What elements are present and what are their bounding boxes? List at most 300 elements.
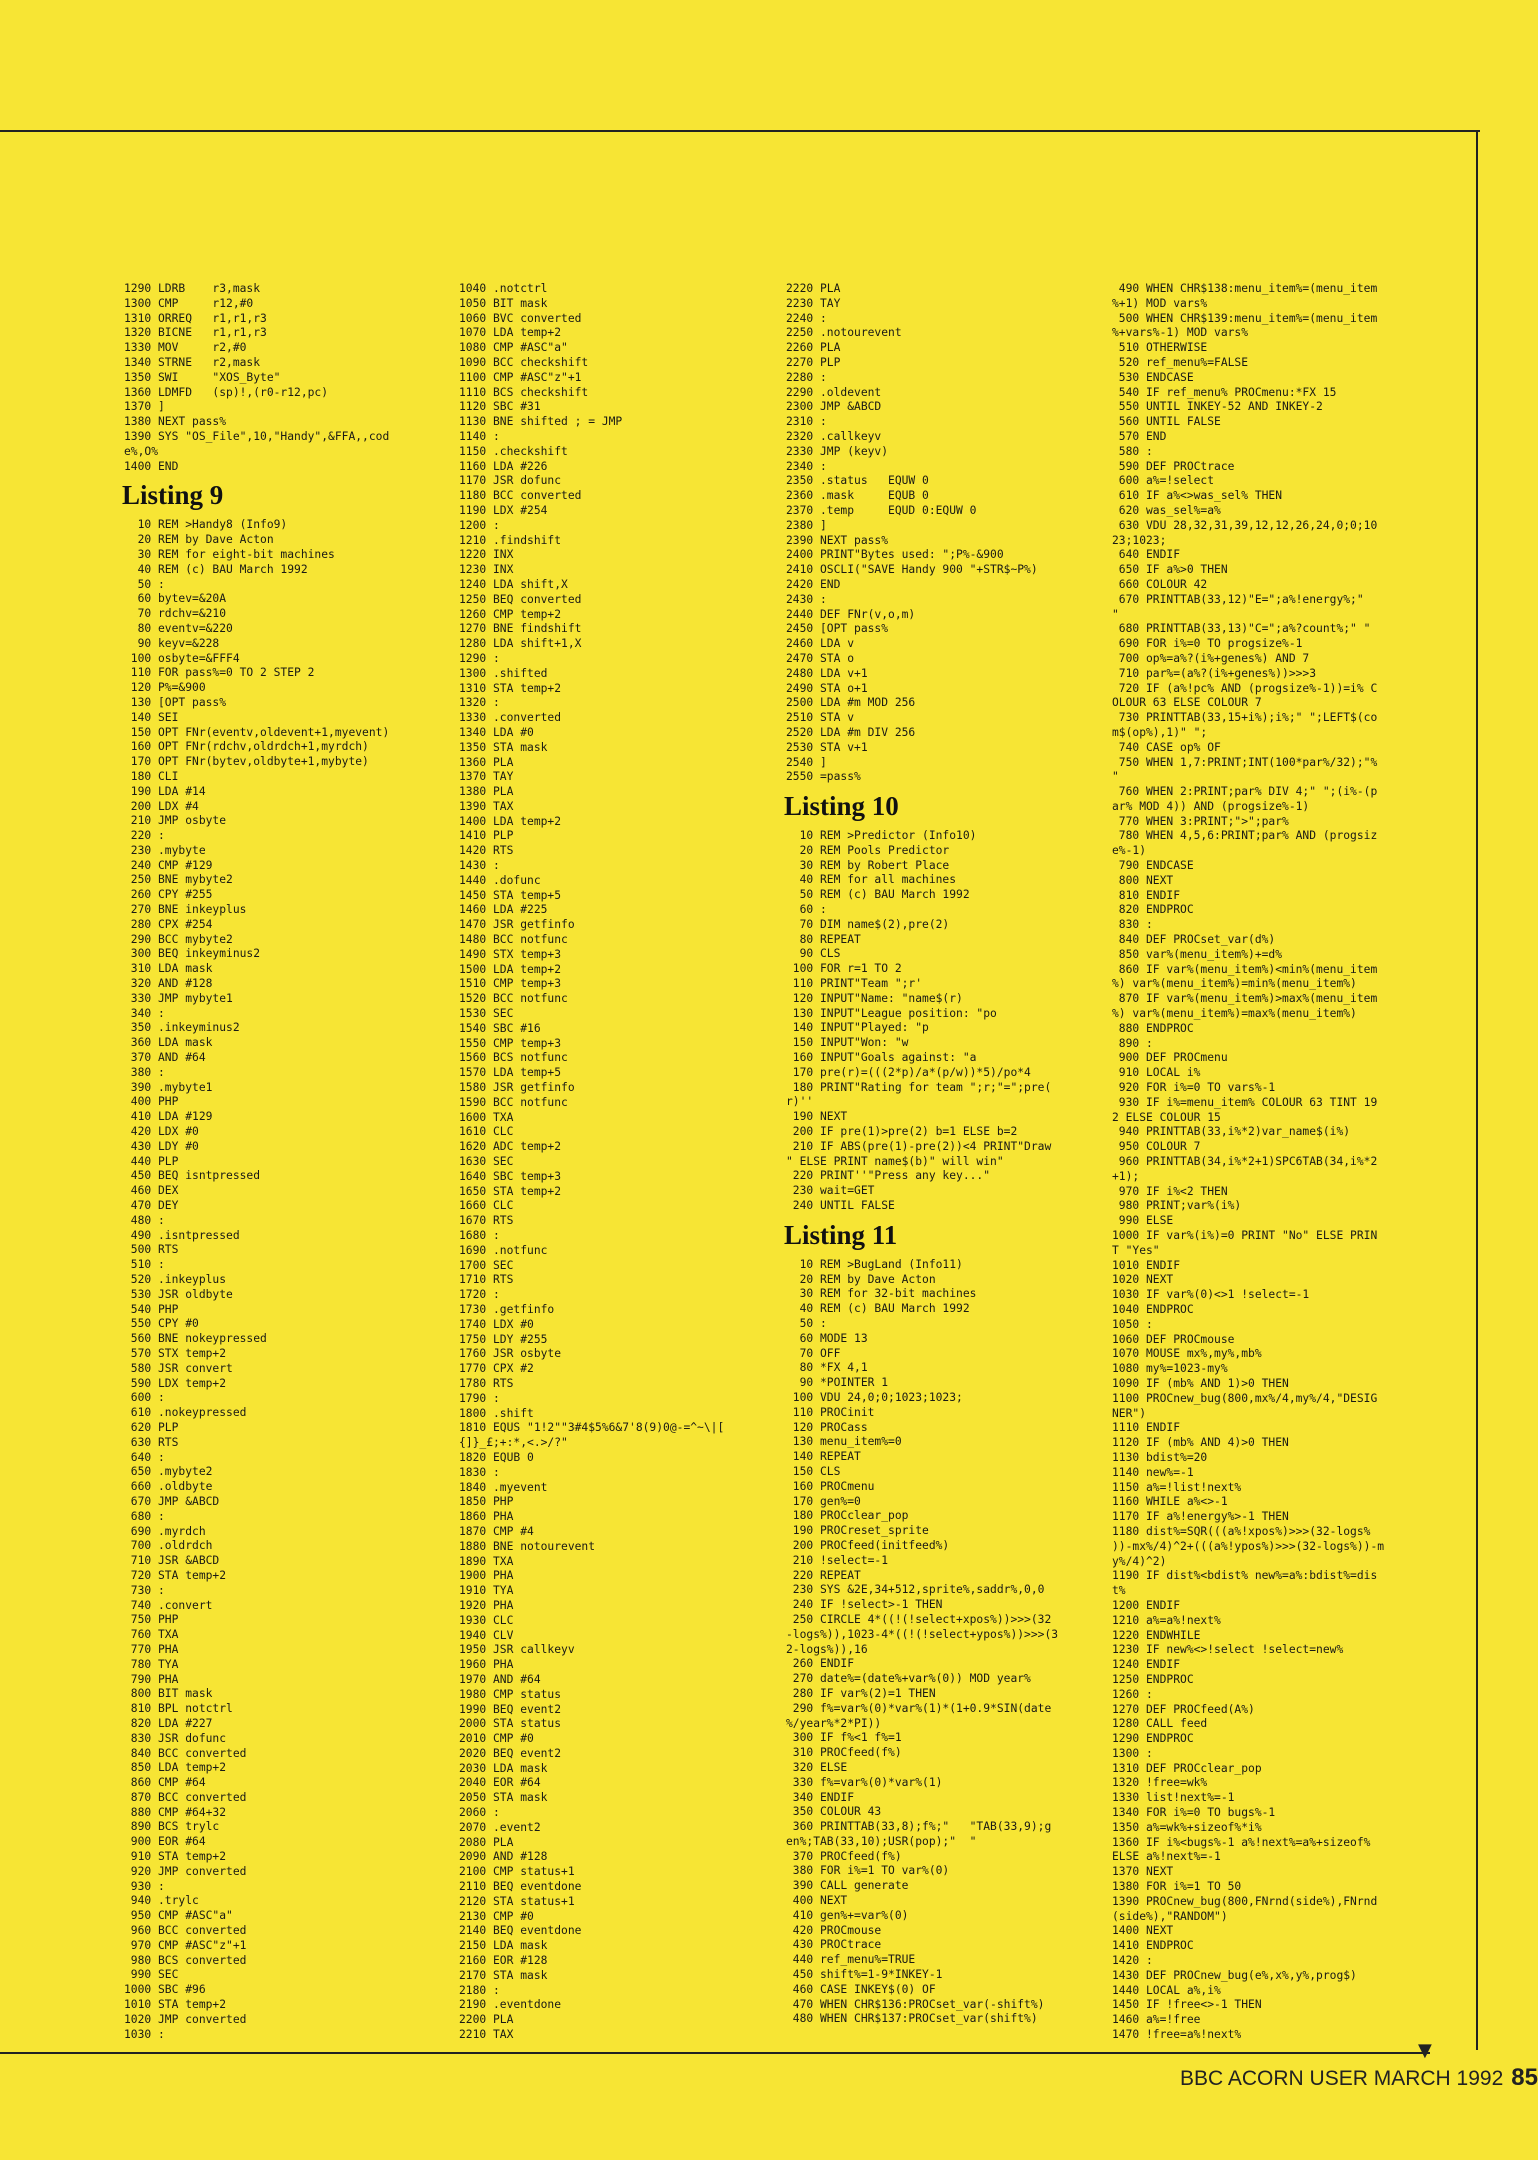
code-line: 290 BCC mybyte2 xyxy=(124,932,233,946)
code-line: 2390 NEXT pass% xyxy=(786,533,889,547)
code-line: 50 REM (c) BAU March 1992 xyxy=(786,888,970,902)
code-line: 1080 CMP #ASC"a" xyxy=(459,341,568,355)
code-line: 800 BIT mask xyxy=(124,1687,213,1701)
listing-heading: Listing 9 xyxy=(122,480,224,511)
code-line: 940 .trylc xyxy=(124,1894,199,1908)
code-line: 80 REPEAT xyxy=(786,932,861,946)
code-line: 1300 CMP r12,#0 xyxy=(124,296,254,310)
code-line: 610 .nokeypressed xyxy=(124,1406,247,1420)
code-line: 380 : xyxy=(124,1065,165,1079)
code-line: T "Yes" xyxy=(1112,1243,1160,1257)
code-line: 2310 : xyxy=(786,415,827,429)
top-rule xyxy=(0,130,1480,132)
bottom-rule xyxy=(0,2052,1430,2054)
code-line: 250 BNE mybyte2 xyxy=(124,873,233,887)
code-line: 620 was_sel%=a% xyxy=(1112,503,1221,517)
code-line: 1490 STX temp+3 xyxy=(459,947,562,961)
code-line: 1080 my%=1023-my% xyxy=(1112,1362,1228,1376)
code-line: 1220 INX xyxy=(459,548,514,562)
code-line: 670 JMP &ABCD xyxy=(124,1494,220,1508)
code-line: 950 COLOUR 7 xyxy=(1112,1140,1201,1154)
code-line: 1590 BCC notfunc xyxy=(459,1095,568,1109)
code-line: 1540 SBC #16 xyxy=(459,1021,541,1035)
code-line: 1500 LDA temp+2 xyxy=(459,962,562,976)
code-line: 90 *POINTER 1 xyxy=(786,1376,889,1390)
code-line: 1460 LDA #225 xyxy=(459,903,548,917)
code-line: 990 SEC xyxy=(124,1968,179,1982)
code-line: 1070 MOUSE mx%,my%,mb% xyxy=(1112,1347,1262,1361)
code-line: 10 REM >BugLand (Info11) xyxy=(786,1257,963,1271)
code-line: 1320 : xyxy=(459,696,500,710)
code-line: 2250 .notourevent xyxy=(786,326,902,340)
code-line: 2480 LDA v+1 xyxy=(786,666,868,680)
code-line: 1390 SYS "OS_File",10,"Handy",&FFA,,cod xyxy=(124,429,390,443)
code-line: %+1) MOD vars% xyxy=(1112,296,1208,310)
code-line: OLOUR 63 ELSE COLOUR 7 xyxy=(1112,696,1262,710)
code-line: 210 JMP osbyte xyxy=(124,814,227,828)
code-line: y%/4)^2) xyxy=(1112,1554,1167,1568)
code-line: " xyxy=(1112,607,1119,621)
code-line: 400 NEXT xyxy=(786,1894,848,1908)
code-line: 60 : xyxy=(786,903,827,917)
code-line: 560 BNE nokeypressed xyxy=(124,1332,267,1346)
code-line: 1270 BNE findshift xyxy=(459,622,582,636)
code-line: 2540 ] xyxy=(786,755,827,769)
code-line: 1470 !free=a%!next% xyxy=(1112,2028,1242,2042)
code-line: m$(op%),1)" "; xyxy=(1112,725,1208,739)
code-line: 290 f%=var%(0)*var%(1)*(1+0.9*SIN(date xyxy=(786,1701,1052,1715)
code-line: en%;TAB(33,10);USR(pop);" " xyxy=(786,1834,977,1848)
code-line: 1690 .notfunc xyxy=(459,1243,548,1257)
code-line: 1660 CLC xyxy=(459,1199,514,1213)
code-line: 230 SYS &2E,34+512,sprite%,saddr%,0,0 xyxy=(786,1583,1045,1597)
code-line: 520 ref_menu%=FALSE xyxy=(1112,355,1249,369)
code-line: 500 WHEN CHR$139:menu_item%=(menu_item xyxy=(1112,311,1378,325)
code-line: 180 PRINT"Rating for team ";r;"=";pre( xyxy=(786,1080,1052,1094)
code-line: 680 : xyxy=(124,1509,165,1523)
code-line: 720 IF (a%!pc% AND (progsize%-1))=i% C xyxy=(1112,681,1378,695)
code-line: 450 shift%=1-9*INKEY-1 xyxy=(786,1968,943,1982)
code-line: 1640 SBC temp+3 xyxy=(459,1169,562,1183)
code-line: 260 ENDIF xyxy=(786,1657,855,1671)
code-line: 2120 STA status+1 xyxy=(459,1894,575,1908)
code-line: 2130 CMP #0 xyxy=(459,1909,534,1923)
code-line: 590 DEF PROCtrace xyxy=(1112,459,1235,473)
code-line: 1120 IF (mb% AND 4)>0 THEN xyxy=(1112,1436,1289,1450)
code-line: 960 PRINTTAB(34,i%*2+1)SPC6TAB(34,i%*2 xyxy=(1112,1155,1378,1169)
code-line: 1510 CMP temp+3 xyxy=(459,977,562,991)
code-line: 1000 IF var%(i%)=0 PRINT "No" ELSE PRIN xyxy=(1112,1229,1378,1242)
code-line: 1390 TAX xyxy=(459,799,514,813)
code-line: 870 IF var%(menu_item%)>max%(menu_item xyxy=(1112,992,1378,1006)
code-line: 1350 STA mask xyxy=(459,740,548,754)
column-2 xyxy=(459,282,789,2043)
code-line: 490 WHEN CHR$138:menu_item%=(menu_item xyxy=(1112,282,1378,295)
code-line: 210 IF ABS(pre(1)-pre(2))<4 PRINT"Draw xyxy=(786,1139,1052,1153)
code-line: 150 INPUT"Won: "w xyxy=(786,1036,909,1050)
code-line: 1400 NEXT xyxy=(1112,1924,1174,1938)
code-line: 2160 EOR #128 xyxy=(459,1954,548,1968)
code-line: 2370 .temp EQUD 0:EQUW 0 xyxy=(786,503,977,517)
code-line: 320 ELSE xyxy=(786,1760,848,1774)
code-line: 1100 PROCnew_bug(800,mx%/4,my%/4,"DESIG xyxy=(1112,1391,1378,1405)
code-line: +1); xyxy=(1112,1169,1140,1183)
code-line: " xyxy=(1112,770,1119,784)
code-line: 2110 BEQ eventdone xyxy=(459,1880,582,1894)
code-line: 2240 : xyxy=(786,311,827,325)
code-line: 1320 !free=wk% xyxy=(1112,1776,1208,1790)
code-line: 230 wait=GET xyxy=(786,1184,875,1198)
code-line: 10 REM >Handy8 (Info9) xyxy=(124,518,288,532)
code-line: 460 CASE INKEY$(0) OF xyxy=(786,1982,936,1996)
code-line: 190 PROCreset_sprite xyxy=(786,1524,929,1538)
code-line: 1570 LDA temp+5 xyxy=(459,1066,562,1080)
code-line: 160 OPT FNr(rdchv,oldrdch+1,myrdch) xyxy=(124,740,369,754)
code-line: 600 a%=!select xyxy=(1112,474,1215,488)
code-line: 1250 ENDPROC xyxy=(1112,1672,1194,1686)
code-line: 640 ENDIF xyxy=(1112,548,1181,562)
listing-heading: Listing 10 xyxy=(784,791,899,822)
code-line: 880 ENDPROC xyxy=(1112,1021,1194,1035)
code-line: 50 : xyxy=(124,577,165,591)
code-line: 2070 .event2 xyxy=(459,1820,541,1834)
code-line: 820 ENDPROC xyxy=(1112,903,1194,917)
code-line: 1240 LDA shift,X xyxy=(459,577,568,591)
code-line: 2010 CMP #0 xyxy=(459,1732,534,1746)
code-line: 1170 IF a%!energy%>-1 THEN xyxy=(1112,1510,1289,1524)
code-line: 1170 JSR dofunc xyxy=(459,474,562,488)
code-line: ar% MOD 4)) AND (progsize%-1) xyxy=(1112,799,1310,813)
code-line: 790 PHA xyxy=(124,1672,179,1686)
code-line: 1950 JSR callkeyv xyxy=(459,1643,575,1657)
code-line: 150 OPT FNr(eventv,oldevent+1,myevent) xyxy=(124,725,390,739)
code-line: 1830 : xyxy=(459,1465,500,1479)
code-line: 1060 BVC converted xyxy=(459,311,582,325)
code-line: 690 FOR i%=0 TO progsize%-1 xyxy=(1112,637,1303,651)
code-line: 740 .convert xyxy=(124,1598,213,1612)
code-line: 190 LDA #14 xyxy=(124,784,206,798)
code-line: 950 CMP #ASC"a" xyxy=(124,1909,233,1923)
code-line: 1030 IF var%(0)<>1 !select=-1 xyxy=(1112,1288,1310,1302)
page-number: 85 xyxy=(1511,2064,1538,2091)
code-line: 1000 SBC #96 xyxy=(124,1983,206,1997)
page-footer xyxy=(1180,2064,1538,2092)
code-line: 1310 DEF PROCclear_pop xyxy=(1112,1761,1262,1775)
code-line: 1370 ] xyxy=(124,400,165,414)
code-line: 1530 SEC xyxy=(459,1007,514,1021)
code-line: 1910 TYA xyxy=(459,1584,514,1598)
code-line: 1970 AND #64 xyxy=(459,1672,541,1686)
code-line: 830 JSR dofunc xyxy=(124,1731,227,1745)
code-line: 550 UNTIL INKEY-52 AND INKEY-2 xyxy=(1112,400,1323,414)
code-line: 780 TYA xyxy=(124,1657,179,1671)
code-line: 1380 FOR i%=1 TO 50 xyxy=(1112,1880,1242,1894)
code-line: 1790 : xyxy=(459,1391,500,1405)
code-line: 220 PRINT''"Press any key..." xyxy=(786,1169,991,1183)
code-line: 2380 ] xyxy=(786,518,827,532)
code-line: 80 eventv=&220 xyxy=(124,621,233,635)
code-line: 990 ELSE xyxy=(1112,1214,1174,1228)
code-line: 1160 WHILE a%<>-1 xyxy=(1112,1495,1228,1509)
code-line: 1430 DEF PROCnew_bug(e%,x%,y%,prog$) xyxy=(1112,1968,1357,1982)
code-line: 570 END xyxy=(1112,429,1167,443)
code-line: 1600 TXA xyxy=(459,1110,514,1124)
code-line: 1920 PHA xyxy=(459,1598,514,1612)
code-line: 80 *FX 4,1 xyxy=(786,1361,868,1375)
code-line: 1180 dist%=SQR(((a%!xpos%)>>>(32-logs% xyxy=(1112,1524,1371,1538)
code-line: 710 par%=(a%?(i%+genes%))>>>3 xyxy=(1112,666,1317,680)
code-line: 880 CMP #64+32 xyxy=(124,1805,227,1819)
code-line: 1340 LDA #0 xyxy=(459,725,534,739)
code-line: 240 UNTIL FALSE xyxy=(786,1199,895,1213)
code-line: 1270 DEF PROCfeed(A%) xyxy=(1112,1702,1255,1716)
code-line: 20 REM Pools Predictor xyxy=(786,843,950,857)
code-line: 160 INPUT"Goals against: "a xyxy=(786,1051,977,1065)
code-line: 2170 STA mask xyxy=(459,1968,548,1982)
code-line: 40 REM for all machines xyxy=(786,873,957,887)
code-line: 310 PROCfeed(f%) xyxy=(786,1746,902,1760)
code-line: 2500 LDA #m MOD 256 xyxy=(786,696,916,710)
code-line: 590 LDX temp+2 xyxy=(124,1376,227,1390)
code-line: 410 gen%+=var%(0) xyxy=(786,1908,909,1922)
code-line: e%-1) xyxy=(1112,844,1147,858)
code-line: 1760 JSR osbyte xyxy=(459,1347,562,1361)
code-line: 300 IF f%<1 f%=1 xyxy=(786,1731,902,1745)
code-line: 500 RTS xyxy=(124,1243,179,1257)
code-line: 1740 LDX #0 xyxy=(459,1317,534,1331)
code-line: 2360 .mask EQUB 0 xyxy=(786,489,929,503)
code-line: %) var%(menu_item%)=max%(menu_item%) xyxy=(1112,1007,1357,1021)
code-line: 10 REM >Predictor (Info10) xyxy=(786,829,977,843)
code-line: 1630 SEC xyxy=(459,1155,514,1169)
code-line: 860 CMP #64 xyxy=(124,1776,206,1790)
code-line: 2470 STA o xyxy=(786,651,855,665)
code-line: 1550 CMP temp+3 xyxy=(459,1036,562,1050)
code-line: 390 CALL generate xyxy=(786,1879,909,1893)
code-line: ))-mx%/4)^2+(((a%!ypos%)>>>(32-logs%))-m xyxy=(1112,1539,1385,1553)
code-line: 720 STA temp+2 xyxy=(124,1568,227,1582)
code-line: 1900 PHA xyxy=(459,1569,514,1583)
code-line: 30 REM by Robert Place xyxy=(786,858,950,872)
code-line: 1960 PHA xyxy=(459,1658,514,1672)
code-line: 1860 PHA xyxy=(459,1510,514,1524)
code-line: 1440 .dofunc xyxy=(459,873,541,887)
code-line: 1450 IF !free<>-1 THEN xyxy=(1112,1998,1262,2012)
code-line: 300 BEQ inkeyminus2 xyxy=(124,947,261,961)
code-line: 130 [OPT pass% xyxy=(124,695,227,709)
code-line: 1290 ENDPROC xyxy=(1112,1732,1194,1746)
code-line: 1460 a%=!free xyxy=(1112,2013,1201,2027)
code-line: 350 .inkeyminus2 xyxy=(124,1021,240,1035)
code-line: 1040 ENDPROC xyxy=(1112,1302,1194,1316)
code-line: 900 EOR #64 xyxy=(124,1835,206,1849)
code-line: 2150 LDA mask xyxy=(459,1939,548,1953)
code-line: 830 : xyxy=(1112,918,1153,932)
code-line: 1980 CMP status xyxy=(459,1687,562,1701)
code-line: 2300 JMP &ABCD xyxy=(786,400,882,414)
code-line: 1230 IF new%<>!select !select=new% xyxy=(1112,1643,1344,1657)
code-line: 1880 BNE notourevent xyxy=(459,1539,596,1553)
code-line: 1400 END xyxy=(124,459,179,473)
code-line: 1280 LDA shift+1,X xyxy=(459,637,582,651)
code-line: 840 BCC converted xyxy=(124,1746,247,1760)
code-line: 650 IF a%>0 THEN xyxy=(1112,563,1228,577)
code-line: 1050 : xyxy=(1112,1317,1153,1331)
code-line: 60 MODE 13 xyxy=(786,1331,868,1345)
code-line: 23;1023; xyxy=(1112,533,1167,547)
code-line: 770 PHA xyxy=(124,1642,179,1656)
code-line: 1180 BCC converted xyxy=(459,489,582,503)
code-line: 2400 PRINT"Bytes used: ";P%-&900 xyxy=(786,548,1004,562)
code-line: 360 LDA mask xyxy=(124,1036,213,1050)
code-line: 940 PRINTTAB(33,i%*2)var_name$(i%) xyxy=(1112,1125,1351,1139)
code-line: 2140 BEQ eventdone xyxy=(459,1924,582,1938)
code-line: 850 LDA temp+2 xyxy=(124,1761,227,1775)
code-line: 1280 CALL feed xyxy=(1112,1717,1208,1731)
code-line: 2230 TAY xyxy=(786,296,841,310)
code-line: 430 PROCtrace xyxy=(786,1938,882,1952)
code-line: 340 ENDIF xyxy=(786,1790,855,1804)
code-line: 100 osbyte=&FFF4 xyxy=(124,651,240,665)
code-line: 840 DEF PROCset_var(d%) xyxy=(1112,933,1276,947)
code-line: 2270 PLP xyxy=(786,355,841,369)
code-line: 1350 a%=wk%+sizeof%*i% xyxy=(1112,1820,1262,1834)
code-line: 850 var%(menu_item%)+=d% xyxy=(1112,947,1283,961)
code-line: 1480 BCC notfunc xyxy=(459,933,568,947)
code-line: 730 PRINTTAB(33,15+i%);i%;" ";LEFT$(co xyxy=(1112,711,1378,725)
code-line: 460 DEX xyxy=(124,1184,179,1198)
code-line: %/year%*2*PI)) xyxy=(786,1716,882,1730)
code-line: 580 : xyxy=(1112,444,1153,458)
code-line: 380 FOR i%=1 TO var%(0) xyxy=(786,1864,950,1878)
code-line: 320 AND #128 xyxy=(124,977,213,991)
code-line: 1190 LDX #254 xyxy=(459,503,548,517)
code-line: 1800 .shift xyxy=(459,1406,534,1420)
code-line: 1750 LDY #255 xyxy=(459,1332,548,1346)
code-line: 920 FOR i%=0 TO vars%-1 xyxy=(1112,1081,1276,1095)
code-line: 1300 : xyxy=(1112,1746,1153,1760)
code-line: 440 PLP xyxy=(124,1154,179,1168)
code-line: 1780 RTS xyxy=(459,1376,514,1390)
code-line: 550 CPY #0 xyxy=(124,1317,199,1331)
code-line: 1130 bdist%=20 xyxy=(1112,1450,1208,1464)
code-line: ELSE a%!next%=-1 xyxy=(1112,1850,1221,1864)
code-line: 1650 STA temp+2 xyxy=(459,1184,562,1198)
code-line: 220 : xyxy=(124,829,165,843)
code-line: 630 RTS xyxy=(124,1435,179,1449)
code-line: 1320 BICNE r1,r1,r3 xyxy=(124,326,267,340)
code-line: 1730 .getfinfo xyxy=(459,1302,555,1316)
code-line: 1140 new%=-1 xyxy=(1112,1465,1194,1479)
code-line: 960 BCC converted xyxy=(124,1924,247,1938)
code-line: 890 : xyxy=(1112,1036,1153,1050)
code-line: 50 : xyxy=(786,1317,827,1330)
code-line: 1310 STA temp+2 xyxy=(459,681,562,695)
code-line: 170 OPT FNr(bytev,oldbyte+1,mybyte) xyxy=(124,755,369,769)
code-line: 2100 CMP status+1 xyxy=(459,1865,575,1879)
code-line: 970 CMP #ASC"z"+1 xyxy=(124,1938,247,1952)
code-line: 760 WHEN 2:PRINT;par% DIV 4;" ";(i%-(p xyxy=(1112,785,1378,799)
code-line: 1390 PROCnew_bug(800,FNrnd(side%),FNrnd xyxy=(1112,1894,1378,1908)
code-line: 110 PROCinit xyxy=(786,1405,875,1419)
code-line: 640 : xyxy=(124,1450,165,1464)
code-line: 2000 STA status xyxy=(459,1717,562,1731)
code-line: 70 OFF xyxy=(786,1346,841,1360)
code-line: 1140 : xyxy=(459,429,500,443)
code-line: 100 VDU 24,0;0;1023;1023; xyxy=(786,1390,963,1404)
code-line: 1020 JMP converted xyxy=(124,2012,247,2026)
code-line: 630 VDU 28,32,31,39,12,12,26,24,0;0;10 xyxy=(1112,518,1378,532)
code-line: 370 AND #64 xyxy=(124,1051,206,1065)
code-line: 980 PRINT;var%(i%) xyxy=(1112,1199,1242,1213)
code-line: 660 COLOUR 42 xyxy=(1112,577,1208,591)
code-line: 270 BNE inkeyplus xyxy=(124,903,247,917)
code-line: 670 PRINTTAB(33,12)"E=";a%!energy%;" xyxy=(1112,592,1364,606)
code-line: 1770 CPX #2 xyxy=(459,1362,534,1376)
code-line: 420 LDX #0 xyxy=(124,1125,199,1139)
code-line: 750 WHEN 1,7:PRINT;INT(100*par%/32);"% xyxy=(1112,755,1378,769)
code-line: 710 JSR &ABCD xyxy=(124,1554,220,1568)
code-line: 1350 SWI "XOS_Byte" xyxy=(124,370,281,384)
code-line: 410 LDA #129 xyxy=(124,1110,213,1124)
code-line: 1670 RTS xyxy=(459,1214,514,1228)
code-line: 1380 NEXT pass% xyxy=(124,415,227,429)
code-line: 2290 .oldevent xyxy=(786,385,882,399)
code-line: 2060 : xyxy=(459,1806,500,1820)
code-line: 1420 RTS xyxy=(459,844,514,858)
code-line: 110 PRINT"Team ";r' xyxy=(786,977,923,991)
code-line: 520 .inkeyplus xyxy=(124,1273,227,1286)
code-line: 2210 TAX xyxy=(459,2028,514,2042)
code-line: 1360 PLA xyxy=(459,755,514,769)
code-line: 1220 ENDWHILE xyxy=(1112,1628,1201,1642)
code-line: 90 keyv=&228 xyxy=(124,636,220,650)
code-line: 920 JMP converted xyxy=(124,1864,247,1878)
code-line: 2220 PLA xyxy=(786,282,841,295)
code-line: 1330 .converted xyxy=(459,711,562,725)
code-line: 2-logs%)),16 xyxy=(786,1642,868,1656)
code-line: 1360 LDMFD (sp)!,(r0-r12,pc) xyxy=(124,385,329,399)
code-line: 1400 LDA temp+2 xyxy=(459,814,562,828)
code-line: 150 CLS xyxy=(786,1464,841,1478)
code-line: 1890 TXA xyxy=(459,1554,514,1568)
code-line: 400 PHP xyxy=(124,1095,179,1109)
code-line: 170 pre(r)=(((2*p)/a*(p/w))*5)/po*4 xyxy=(786,1065,1031,1079)
code-line: 2330 JMP (keyv) xyxy=(786,444,889,458)
code-line: 1240 ENDIF xyxy=(1112,1658,1181,1672)
code-line: 120 PROCass xyxy=(786,1420,868,1434)
code-line: 910 LOCAL i% xyxy=(1112,1066,1201,1080)
code-line: 1370 TAY xyxy=(459,770,514,784)
code-line: 730 : xyxy=(124,1583,165,1597)
code-line: 870 BCC converted xyxy=(124,1790,247,1804)
code-line: 900 DEF PROCmenu xyxy=(1112,1051,1228,1065)
code-line: 1130 BNE shifted ; = JMP xyxy=(459,415,623,429)
code-line: 1380 PLA xyxy=(459,785,514,799)
code-line: r)'' xyxy=(786,1095,814,1109)
code-line: 1030 : xyxy=(124,2027,165,2041)
code-line: 1040 .notctrl xyxy=(459,282,548,295)
code-line: 760 TXA xyxy=(124,1628,179,1642)
code-line: 2260 PLA xyxy=(786,341,841,355)
code-line: 700 op%=a%?(i%+genes%) AND 7 xyxy=(1112,651,1310,665)
code-line: t% xyxy=(1112,1584,1126,1598)
code-line: 440 ref_menu%=TRUE xyxy=(786,1953,916,1967)
code-line: 1210 .findshift xyxy=(459,533,562,547)
code-line: 1680 : xyxy=(459,1229,500,1242)
code-line: 1340 STRNE r2,mask xyxy=(124,355,261,369)
code-line: 750 PHP xyxy=(124,1613,179,1627)
